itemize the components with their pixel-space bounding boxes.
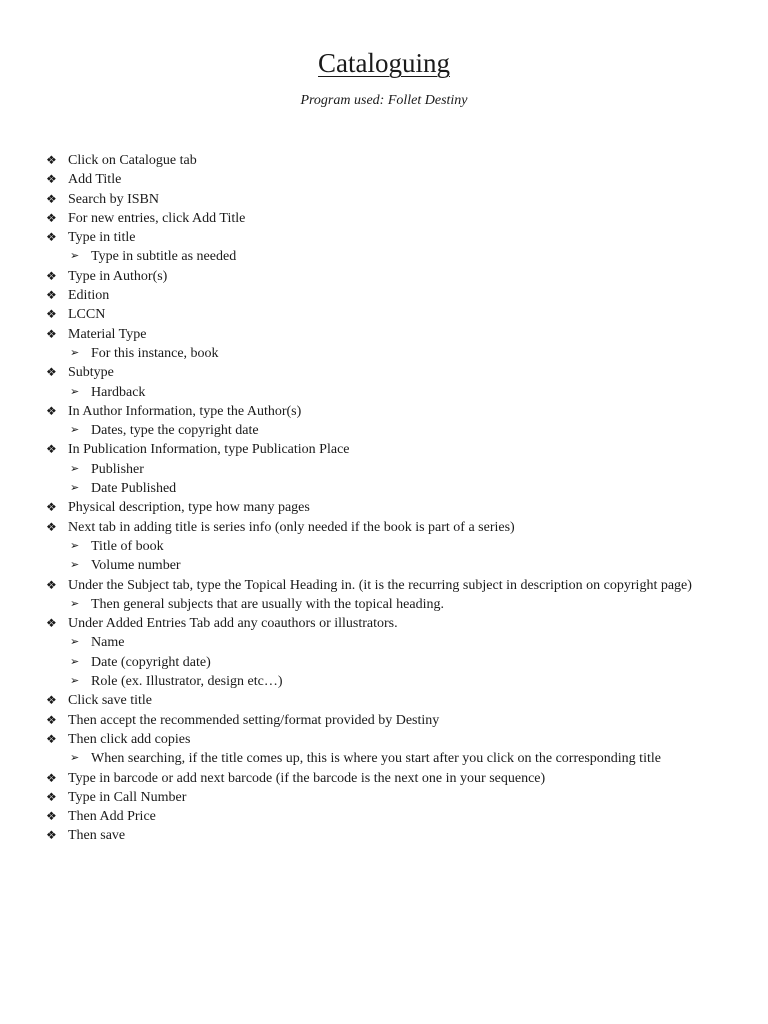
list-item-text: Then save — [68, 828, 126, 844]
list-item — [0, 151, 768, 170]
list-item — [0, 498, 768, 517]
sub-list-item — [0, 556, 768, 575]
list-item — [0, 769, 768, 788]
sub-list-item — [0, 653, 768, 672]
list-item — [0, 691, 768, 710]
list-item-text: Role (ex. Illustrator, design etc…) — [91, 674, 283, 690]
sub-list-item — [0, 344, 768, 363]
diamond-bullet-icon: ❖ — [46, 153, 57, 167]
arrow-bullet-icon: ➢ — [70, 539, 80, 552]
list-item-text: Under the Subject tab, type the Topical Heading in. (it is the recurring subject in description on copyright page) — [68, 577, 692, 593]
list-item-text: For this instance, book — [91, 345, 219, 361]
sub-list-item — [0, 383, 768, 402]
arrow-bullet-icon: ➢ — [70, 597, 80, 610]
list-item-text: Material Type — [68, 326, 147, 342]
arrow-bullet-icon: ➢ — [70, 346, 80, 359]
list-item — [0, 711, 768, 730]
list-item-text: Type in barcode or add next barcode (if the barcode is the next one in your sequence) — [68, 770, 546, 786]
list-item — [0, 363, 768, 382]
list-item — [0, 576, 768, 595]
list-item — [0, 614, 768, 633]
list-item — [0, 209, 768, 228]
arrow-bullet-icon: ➢ — [70, 675, 80, 688]
diamond-bullet-icon: ❖ — [46, 172, 57, 187]
sub-list-item — [0, 421, 768, 440]
page-title: Cataloguing — [318, 48, 450, 78]
list-item — [0, 267, 768, 286]
list-item-text: In Publication Information, type Publication Place — [68, 442, 350, 458]
list-item — [0, 730, 768, 749]
sub-list-item — [0, 672, 768, 691]
list-item-text: Add Title — [68, 172, 122, 188]
diamond-bullet-icon: ❖ — [46, 191, 57, 206]
diamond-bullet-icon: ❖ — [46, 500, 57, 515]
diamond-bullet-icon: ❖ — [46, 268, 57, 283]
list-item-text: Name — [91, 635, 125, 651]
list-item-text: Click save title — [68, 693, 152, 709]
arrow-bullet-icon: ➢ — [70, 752, 80, 765]
arrow-bullet-icon: ➢ — [70, 636, 80, 649]
list-item-text: Then accept the recommended setting/format provided by Destiny — [68, 712, 440, 728]
list-item-text: Date (copyright date) — [91, 654, 211, 670]
sub-list-item — [0, 479, 768, 498]
steps-list — [0, 151, 768, 846]
diamond-bullet-icon: ❖ — [46, 577, 57, 592]
list-item — [0, 826, 768, 845]
list-item-text: Physical description, type how many pages — [68, 500, 310, 516]
list-item-text: Then general subjects that are usually with the topical heading. — [91, 596, 444, 612]
diamond-bullet-icon: ❖ — [46, 828, 57, 843]
diamond-bullet-icon: ❖ — [46, 210, 57, 225]
list-item-text: Type in subtitle as needed — [91, 249, 237, 265]
list-item-text: Dates, type the copyright date — [91, 423, 259, 439]
list-item — [0, 402, 768, 421]
list-item-text: Type in Author(s) — [68, 268, 168, 284]
arrow-bullet-icon: ➢ — [70, 559, 80, 572]
diamond-bullet-icon: ❖ — [46, 365, 57, 380]
list-item-text: Edition — [68, 288, 110, 304]
page-subtitle: Program used: Follet Destiny — [300, 93, 468, 108]
list-item-text: Publisher — [91, 461, 144, 477]
sub-list-item — [0, 247, 768, 266]
list-item — [0, 305, 768, 324]
diamond-bullet-icon: ❖ — [46, 712, 57, 727]
list-item-text: LCCN — [68, 307, 106, 323]
list-item-text: Title of book — [91, 538, 164, 554]
diamond-bullet-icon: ❖ — [46, 789, 57, 804]
list-item — [0, 190, 768, 209]
diamond-bullet-icon: ❖ — [46, 693, 57, 708]
list-item-text: Search by ISBN — [68, 191, 159, 207]
diamond-bullet-icon: ❖ — [46, 403, 57, 418]
diamond-bullet-icon: ❖ — [46, 809, 57, 824]
sub-list-item — [0, 633, 768, 652]
diamond-bullet-icon: ❖ — [46, 616, 57, 631]
list-item-text: Date Published — [91, 481, 177, 497]
list-item — [0, 170, 768, 189]
sub-list-item — [0, 537, 768, 556]
list-item-text: Type in title — [68, 230, 136, 246]
diamond-bullet-icon: ❖ — [46, 307, 57, 322]
list-item — [0, 325, 768, 344]
list-item-text: Then click add copies — [68, 731, 191, 747]
list-item — [0, 807, 768, 826]
arrow-bullet-icon: ➢ — [70, 655, 80, 668]
list-item-text: For new entries, click Add Title — [68, 210, 246, 226]
list-item — [0, 286, 768, 305]
list-item-text: Subtype — [68, 365, 114, 381]
list-item-text: Under Added Entries Tab add any coauthors or illustrators. — [68, 616, 398, 632]
list-item-text: Hardback — [91, 384, 146, 400]
list-item — [0, 228, 768, 247]
list-item-text: Next tab in adding title is series info (only needed if the book is part of a series) — [68, 519, 515, 535]
diamond-bullet-icon: ❖ — [46, 731, 57, 746]
list-item — [0, 518, 768, 537]
list-item-text: In Author Information, type the Author(s) — [68, 403, 302, 419]
arrow-bullet-icon: ➢ — [70, 385, 80, 398]
list-item-text: Click on Catalogue tab — [68, 153, 197, 168]
sub-list-item — [0, 595, 768, 614]
arrow-bullet-icon: ➢ — [70, 424, 80, 437]
list-item-text: When searching, if the title comes up, this is where you start after you click on the corresponding title — [91, 751, 661, 767]
sub-list-item — [0, 460, 768, 479]
arrow-bullet-icon: ➢ — [70, 462, 80, 475]
diamond-bullet-icon: ❖ — [46, 442, 57, 457]
diamond-bullet-icon: ❖ — [46, 519, 57, 534]
list-item-text: Volume number — [91, 558, 181, 574]
arrow-bullet-icon: ➢ — [70, 482, 80, 495]
list-item-text: Then Add Price — [68, 809, 156, 825]
diamond-bullet-icon: ❖ — [46, 326, 57, 341]
diamond-bullet-icon: ❖ — [46, 770, 57, 785]
diamond-bullet-icon: ❖ — [46, 288, 57, 303]
list-item — [0, 440, 768, 459]
arrow-bullet-icon: ➢ — [70, 250, 80, 263]
diamond-bullet-icon: ❖ — [46, 230, 57, 245]
list-item — [0, 788, 768, 807]
list-item-text: Type in Call Number — [68, 789, 187, 805]
sub-list-item — [0, 749, 768, 768]
